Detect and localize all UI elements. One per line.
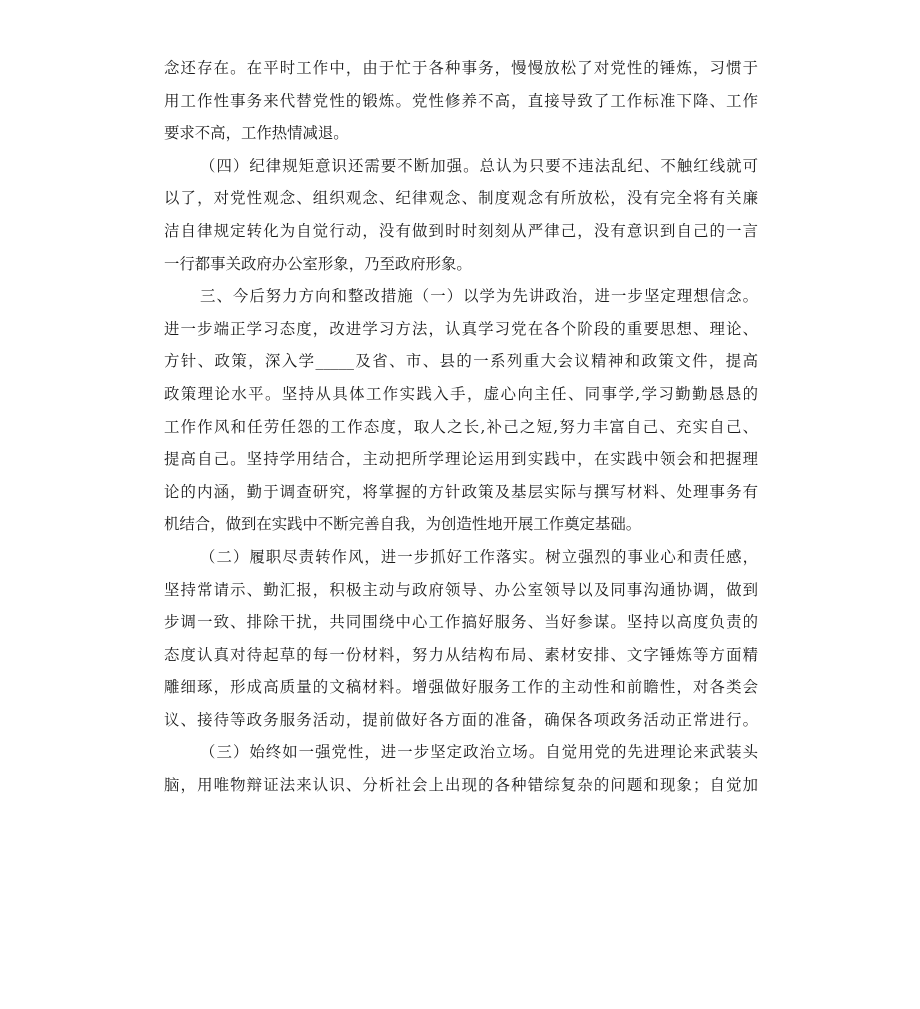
text-line: 念还存在。在平时工作中，由于忙于各种事务，慢慢放松了对党性的锤炼，习惯于 [164, 59, 758, 77]
section-heading-line: 三、今后努力方向和整改措施（一）以学为先讲政治，进一步坚定理想信念。 [200, 287, 758, 306]
text-line: 机结合，做到在实践中不断完善自我，为创造性地开展工作奠定基础。 [164, 515, 642, 534]
text-line: 要求不高，工作热情减退。 [164, 124, 349, 143]
text-line: 态度认真对待起草的每一份材料，努力从结构布局、素材安排、文字锤炼等方面精 [164, 645, 758, 664]
text-line: 洁自律规定转化为自觉行动，没有做到时时刻刻从严律己，没有意识到自己的一言 [164, 221, 758, 240]
text-line: 一行都事关政府办公室形象，乃至政府形象。 [164, 254, 472, 273]
text-line: 脑，用唯物辩证法来认识、分析社会上出现的各种错综复杂的问题和现象；自觉加 [164, 776, 758, 795]
text-line: 用工作性事务来代替党性的锻炼。党性修养不高，直接导致了工作标准下降、工作 [164, 91, 758, 110]
text-line: 以了，对党性观念、组织观念、纪律观念、制度观念有所放松，没有完全将有关廉 [164, 189, 758, 208]
text-line: 政策理论水平。坚持从具体工作实践入手，虚心向主任、同事学,学习勤勤恳恳的 [164, 384, 758, 403]
paragraph-start-line: （二）履职尽责转作风，进一步抓好工作落实。树立强烈的事业心和责任感， [200, 547, 758, 566]
document-page [164, 52, 758, 802]
paragraph-start-line: （三）始终如一强党性，进一步坚定政治立场。自觉用党的先进理论来武装头 [200, 743, 758, 762]
text-line: 坚持常请示、勤汇报，积极主动与政府领导、办公室领导以及同事沟通协调，做到 [164, 580, 758, 599]
text-line: 议、接待等政务服务活动，提前做好各方面的准备，确保各项政务活动正常进行。 [164, 710, 758, 729]
text-line: 方针、政策，深入学_____及省、市、县的一系列重大会议精神和政策文件，提高 [164, 352, 758, 371]
paragraph-start-line: （四）纪律规矩意识还需要不断加强。总认为只要不违法乱纪、不触红线就可 [200, 156, 758, 175]
text-line: 论的内涵，勤于调查研究，将掌握的方针政策及基层实际与撰写材料、处理事务有 [164, 482, 758, 501]
text-line: 提高自己。坚持学用结合，主动把所学理论运用到实践中，在实践中领会和把握理 [164, 450, 758, 469]
text-line: 雕细琢，形成高质量的文稿材料。增强做好服务工作的主动性和前瞻性，对各类会 [164, 678, 758, 697]
text-line: 工作作风和任劳任怨的工作态度，取人之长,补己之短,努力丰富自己、充实自己、 [164, 417, 758, 436]
text-line: 步调一致、排除干扰，共同围绕中心工作搞好服务、当好参谋。坚持以高度负责的 [164, 613, 758, 632]
text-line: 进一步端正学习态度，改进学习方法，认真学习党在各个阶段的重要思想、理论、 [164, 319, 758, 338]
